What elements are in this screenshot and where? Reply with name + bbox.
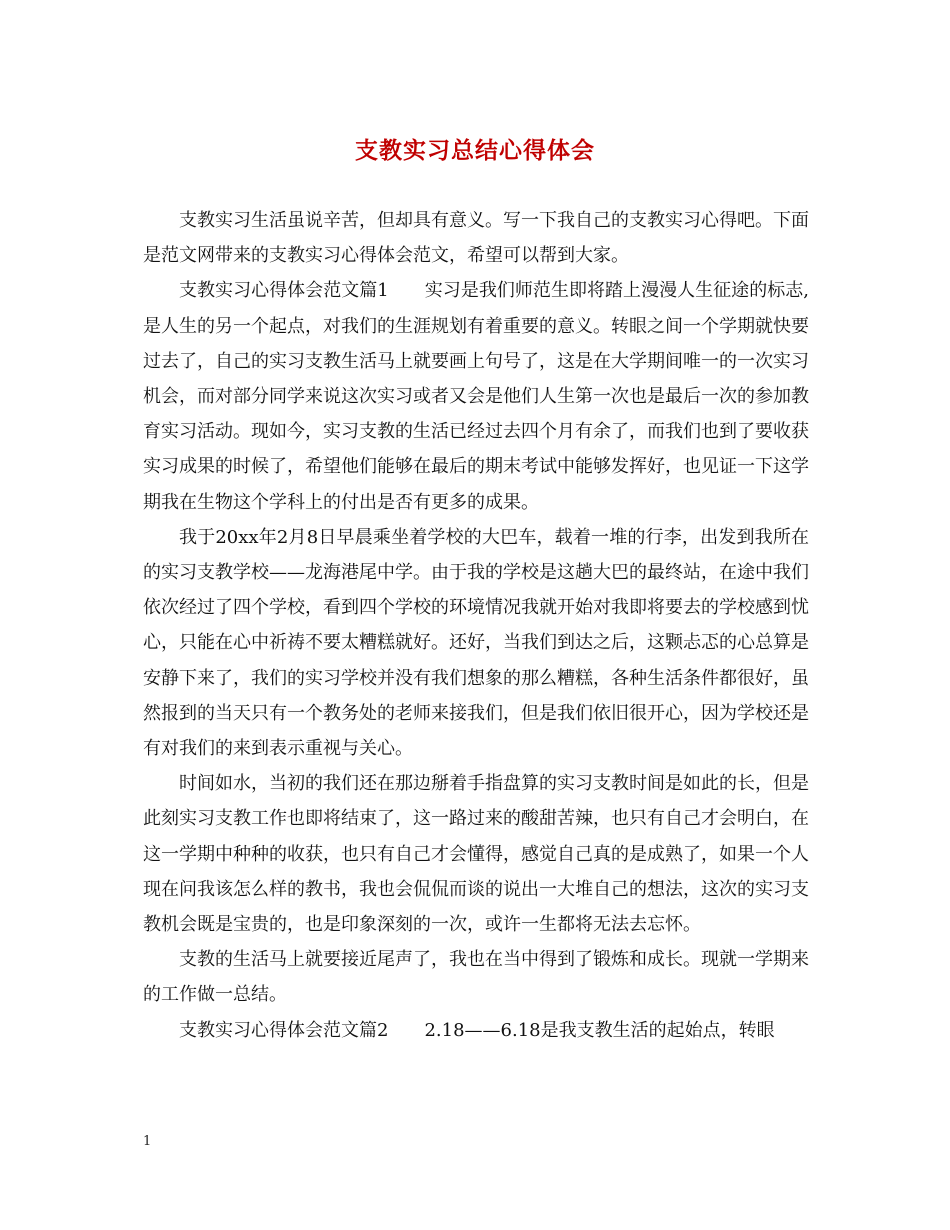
document-body bbox=[143, 203, 809, 1048]
paragraph-intro: 支教实习生活虽说辛苦，但却具有意义。写一下我自己的支教实习心得吧。下面是范文网带来的支教实习心得体会范文，希望可以帮到大家。 bbox=[143, 210, 809, 267]
paragraph-departure: 我于20xx年2月8日早晨乘坐着学校的大巴车，载着一堆的行李，出发到我所在的实习支教学校——龙海港尾中学。由于我的学校是这趟大巴的最终站，在途中我们依次经过了四个学校，看到四个学校的环境情况我就开始对我即将要去的学校感到忧心，只能在心中祈祷不要太糟糕就好。还好，当我们到达之后，这颗忐忑的心总算是安静下来了，我们的实习学校并没有我们想象的那么糟糕，各种生活条件都很好，虽然报到的当天只有一个教务处的老师来接我们，但是我们依旧很开心，因为学校还是有对我们的来到表示重视与关心。 bbox=[143, 526, 809, 760]
paragraph-essay-2: 支教实习心得体会范文篇2 2.18——6.18是我支教生活的起始点，转眼 bbox=[179, 1019, 775, 1041]
paragraph-essay-1: 支教实习心得体会范文篇1 实习是我们师范生即将踏上漫漫人生征途的标志,是人生的另一个起点，对我们的生涯规划有着重要的意义。转眼之间一个学期就快要过去了，自己的实习支教生活马上就要画上句号了，这是在大学期间唯一的一次实习机会，而对部分同学来说这次实习或者又会是他们人生第一次也是最后一次的参加教育实习活动。现如今，实习支教的生活已经过去四个月有余了，而我们也到了要收获实习成果的时候了，希望他们能够在最后的期末考试中能够发挥好，也见证一下这学期我在生物这个学科上的付出是否有更多的成果。 bbox=[143, 280, 809, 513]
document-title: 支教实习总结心得体会 bbox=[355, 138, 595, 164]
paragraph-reflection: 时间如水，当初的我们还在那边掰着手指盘算的实习支教时间是如此的长，但是此刻实习支教工作也即将结束了，这一路过来的酸甜苦辣，也只有自己才会明白，在这一学期中种种的收获，也只有自己才会懂得，感觉自己真的是成熟了，如果一个人现在问我该怎么样的教书，我也会侃侃而谈的说出一大堆自己的想法，这次的实习支教机会既是宝贵的，也是印象深刻的一次，或许一生都将无法去忘怀。 bbox=[143, 773, 809, 936]
paragraph-summary: 支教的生活马上就要接近尾声了，我也在当中得到了锻炼和成长。现就一学期来的工作做一总结。 bbox=[143, 949, 809, 1006]
page-number: 1 bbox=[143, 1134, 152, 1149]
